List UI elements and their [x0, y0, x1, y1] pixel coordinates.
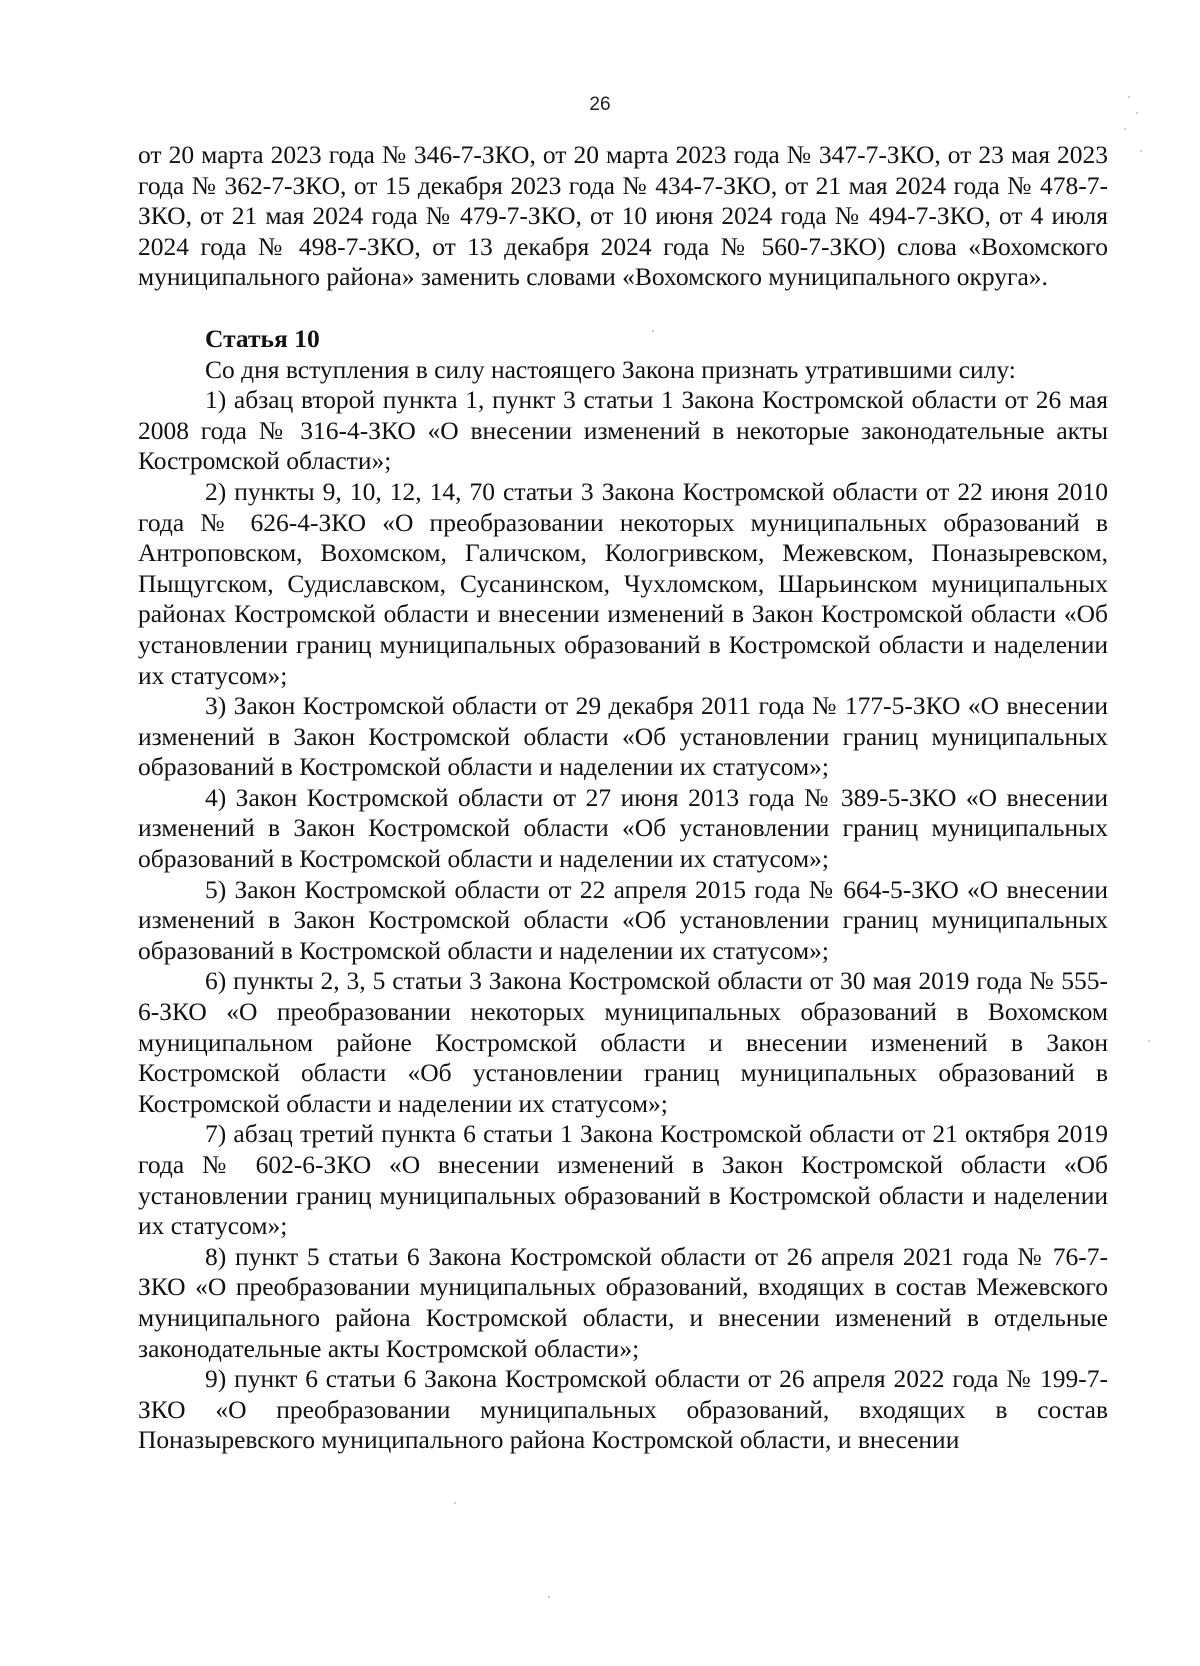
list-item-7: 7) абзац третий пункта 6 статьи 1 Закона Костромской области от 21 октября 2019 года № 602-6-ЗКО «О внесении изменений в Закон Костромской области «Об установлении границ муниципальных образований в Костромской области и наделении их статусом»; [138, 1119, 1108, 1241]
scan-speck [1136, 112, 1138, 114]
scan-speck [548, 1596, 550, 1598]
article-heading: Статья 10 [205, 323, 320, 353]
list-item-5: 5) Закон Костромской области от 22 апреля 2015 года № 664-5-ЗКО «О внесении изменений в Закон Костромской области «Об установлении границ муниципальных образований в Костромской области и наделении их статусом»; [138, 874, 1108, 965]
list-item-2: 2) пункты 9, 10, 12, 14, 70 статьи 3 Закона Костромской области от 22 июня 2010 года № 626-4-ЗКО «О преобразовании некоторых муниципальных образований в Антроповском, Вохомском, Галичском, Кологривском, Межевском, Поназыревском, Пыщугском, Судиславском, Сусанинском, Чухломском, Шарьинском муниципальных районах Костромской области и внесении изменений в Закон Костромской области «Об установлении границ муниципальных образований в Костромской области и наделении их статусом»; [138, 476, 1108, 690]
list-item-1: 1) абзац второй пункта 1, пункт 3 статьи 1 Закона Костромской области от 26 мая 2008 года № 316-4-ЗКО «О внесении изменений в некоторые законодательные акты Костромской области»; [138, 385, 1108, 476]
scan-speck [1148, 1040, 1150, 1042]
document-body [138, 140, 1108, 1456]
scan-speck [1140, 150, 1142, 152]
continuation-paragraph: от 20 марта 2023 года № 346-7-ЗКО, от 20 марта 2023 года № 347-7-ЗКО, от 23 мая 2023 года № 362-7-ЗКО, от 15 декабря 2023 года № 434-7-ЗКО, от 21 мая 2024 года № 478-7-ЗКО, от 21 мая 2024 года № 479-7-ЗКО, от 10 июня 2024 года № 494-7-ЗКО, от 4 июля 2024 года № 498-7-ЗКО, от 13 декабря 2024 года № 560-7-ЗКО) слова «Вохомского муниципального района» заменить словами «Вохомского муниципального округа». [138, 140, 1108, 292]
scan-speck [652, 330, 654, 332]
list-item-9: 9) пункт 6 статьи 6 Закона Костромской области от 26 апреля 2022 года № 199-7-ЗКО «О преобразовании муниципальных образований, входящих в состав Поназыревского муниципального района Костромской области, и внесении [138, 1364, 1108, 1455]
list-item-6: 6) пункты 2, 3, 5 статьи 3 Закона Костромской области от 30 мая 2019 года № 555-6-ЗКО «О преобразовании некоторых муниципальных образований в Вохомском муниципальном районе Костромской области и внесении изменений в Закон Костромской области «Об установлении границ муниципальных образований в Костромской области и наделении их статусом»; [138, 966, 1108, 1118]
article-intro: Со дня вступления в силу настоящего Закона признать утратившими силу: [205, 354, 1016, 384]
scan-speck [1124, 128, 1126, 130]
scan-speck [1128, 96, 1130, 98]
list-item-4: 4) Закон Костромской области от 27 июня 2013 года № 389-5-ЗКО «О внесении изменений в Закон Костромской области «Об установлении границ муниципальных образований в Костромской области и наделении их статусом»; [138, 782, 1108, 874]
list-item-3: 3) Закон Костромской области от 29 декабря 2011 года № 177-5-ЗКО «О внесении изменений в Закон Костромской области «Об установлении границ муниципальных образований в Костромской области и наделении их статусом»; [138, 691, 1108, 782]
list-item-8: 8) пункт 5 статьи 6 Закона Костромской области от 26 апреля 2021 года № 76-7-ЗКО «О преобразовании муниципальных образований, входящих в состав Межевского муниципального района Костромской области, и внесении изменений в отдельные законодательные акты Костромской области»; [138, 1241, 1108, 1363]
page-number: 26 [589, 94, 611, 115]
scan-speck [454, 1502, 456, 1504]
